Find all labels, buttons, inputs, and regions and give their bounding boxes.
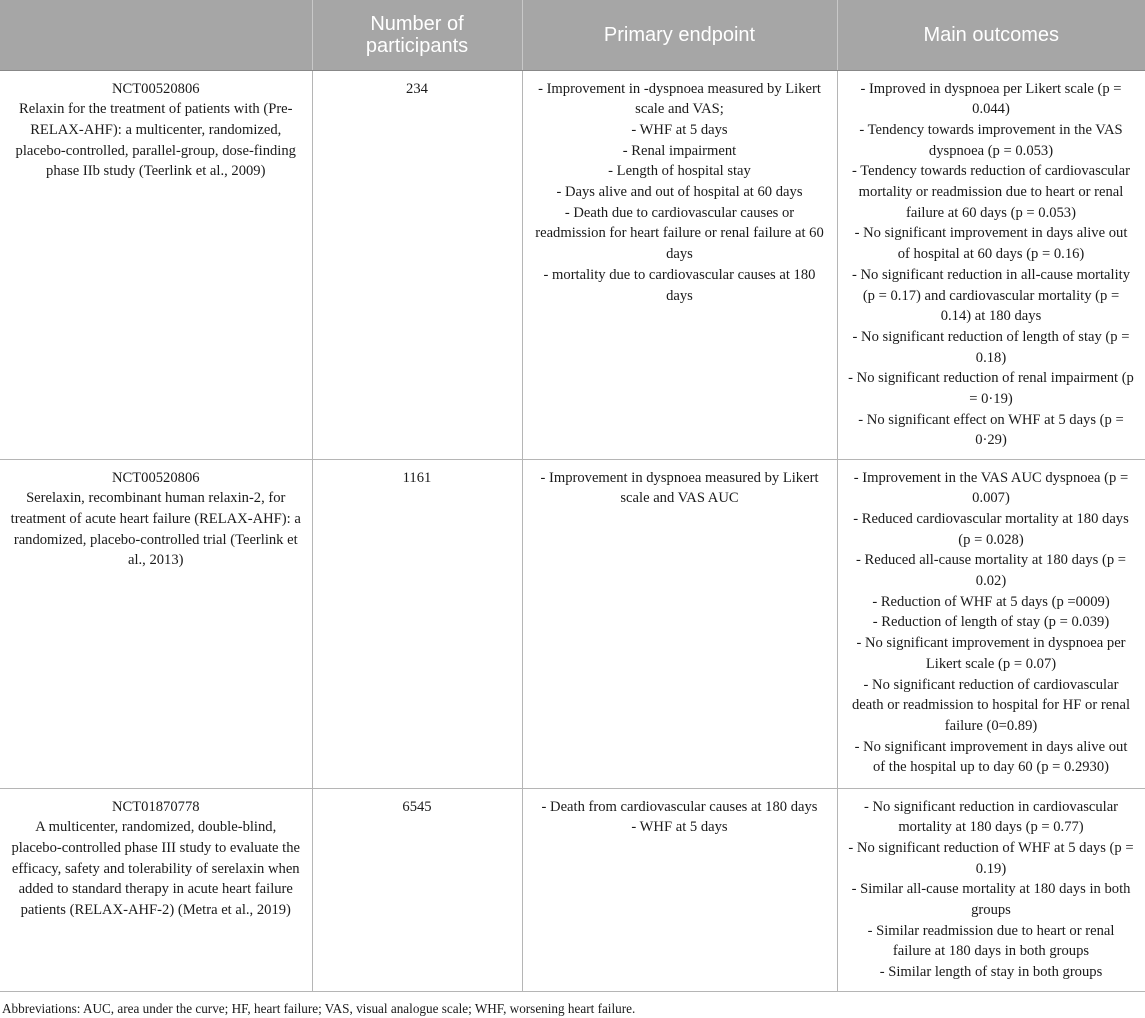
list-item: - Death from cardiovascular causes at 180 days xyxy=(541,798,818,815)
table-row xyxy=(0,459,1145,788)
participants-cell: 6545 xyxy=(312,788,522,991)
list-item: - Reduced cardiovascular mortality at 180 days (p = 0.028) xyxy=(853,510,1129,548)
list-item: - Improvement in dyspnoea measured by Likert scale and VAS AUC xyxy=(540,469,819,507)
list-item: - Tendency towards reduction of cardiovascular mortality or readmission due to heart or renal failure at 60 days (p = 0.053) xyxy=(852,163,1130,221)
study-text: NCT01870778 A multicenter, randomized, double-blind, placebo-controlled phase III study to evaluate the efficacy, safety and tolerability of serelaxin when added to standard therapy in acute heart failure patients (RELAX-AHF-2) (Metra et al., 2019) xyxy=(11,798,301,919)
header-participants: Number of participants xyxy=(312,0,522,70)
list-item: - Days alive and out of hospital at 60 days xyxy=(556,184,803,201)
list-item: - Similar all-cause mortality at 180 days in both groups xyxy=(851,881,1131,919)
list-item: - No significant improvement in dyspnoea per Likert scale (p = 0.07) xyxy=(856,635,1126,672)
list-item: - Renal impairment xyxy=(622,142,737,159)
list-item: - WHF at 5 days xyxy=(631,121,728,138)
list-item: - Improvement in -dyspnoea measured by Likert scale and VAS; xyxy=(538,80,821,118)
list-item: - No significant improvement in days alive out of hospital at 60 days (p = 0.16) xyxy=(854,225,1128,263)
list-item: - Reduced all-cause mortality at 180 days (p = 0.02) xyxy=(855,552,1127,590)
study-cell xyxy=(0,459,312,788)
list-item: - Improved in dyspnoea per Likert scale (p = 0.044) xyxy=(860,80,1122,118)
main-outcomes-cell xyxy=(837,788,1145,991)
list-item: - No significant reduction in cardiovascular mortality at 180 days (p = 0.77) xyxy=(863,798,1119,836)
header-main-outcomes: Main outcomes xyxy=(837,0,1145,70)
list-item: - Reduction of WHF at 5 days (p =0009) xyxy=(872,593,1110,610)
participants-cell: 1161 xyxy=(312,459,522,788)
table-footnote: Abbreviations: AUC, area under the curve; HF, heart failure; VAS, visual analogue scale; WHF, worsening heart failure. xyxy=(2,1000,636,1016)
list-item: - mortality due to cardiovascular causes at 180 days xyxy=(543,266,816,304)
study-text: NCT00520806 Serelaxin, recombinant human relaxin-2, for treatment of acute heart failure (RELAX-AHF): a randomized, placebo-controlled trial (Teerlink et al., 2013) xyxy=(10,469,301,569)
primary-endpoint-cell xyxy=(522,459,837,788)
list-item: - No significant improvement in days alive out of the hospital up to day 60 (p = 0.2930) xyxy=(854,738,1128,776)
header-study xyxy=(0,0,312,70)
list-item: - No significant reduction in all-cause mortality (p = 0.17) and cardiovascular mortality (p = 0.14) at 180 days xyxy=(851,266,1130,325)
list-item: - No significant reduction of cardiovascular death or readmission to hospital for HF or renal failure (0=0.89) xyxy=(851,676,1131,734)
list-item: - No significant reduction of WHF at 5 days (p = 0.19) xyxy=(848,839,1134,877)
list-item: - Reduction of length of stay (p = 0.039) xyxy=(872,614,1110,631)
list-item: - Death due to cardiovascular causes or readmission for heart failure or renal failure at 60 days xyxy=(535,204,824,263)
list-item: - Improvement in the VAS AUC dyspnoea (p = 0.007) xyxy=(853,469,1129,507)
list-item: - No significant effect on WHF at 5 days (p = 0·29) xyxy=(858,411,1124,449)
list-item: - Similar length of stay in both groups xyxy=(879,964,1103,981)
list-item: - No significant reduction of length of stay (p = 0.18) xyxy=(852,328,1130,366)
table-row xyxy=(0,788,1145,991)
main-outcomes-cell xyxy=(837,70,1145,459)
header-primary-endpoint: Primary endpoint xyxy=(522,0,837,70)
study-cell xyxy=(0,788,312,991)
header-row xyxy=(0,0,1145,70)
primary-endpoint-cell xyxy=(522,788,837,991)
study-text: NCT00520806 Relaxin for the treatment of patients with (Pre-RELAX-AHF): a multicenter, randomized, placebo-controlled, parallel-group, dose-finding phase IIb study (Teerlink et al., 2009) xyxy=(15,80,296,180)
participants-cell: 234 xyxy=(312,70,522,459)
main-outcomes-cell xyxy=(837,459,1145,788)
list-item: - No significant reduction of renal impairment (p = 0·19) xyxy=(848,370,1134,408)
list-item: - Tendency towards improvement in the VAS dyspnoea (p = 0.053) xyxy=(859,121,1123,159)
study-cell xyxy=(0,70,312,459)
table-row xyxy=(0,70,1145,459)
primary-endpoint-cell xyxy=(522,70,837,459)
list-item: - Similar readmission due to heart or renal failure at 180 days in both groups xyxy=(867,922,1115,960)
list-item: - Length of hospital stay xyxy=(608,163,751,180)
list-item: - WHF at 5 days xyxy=(631,819,728,836)
